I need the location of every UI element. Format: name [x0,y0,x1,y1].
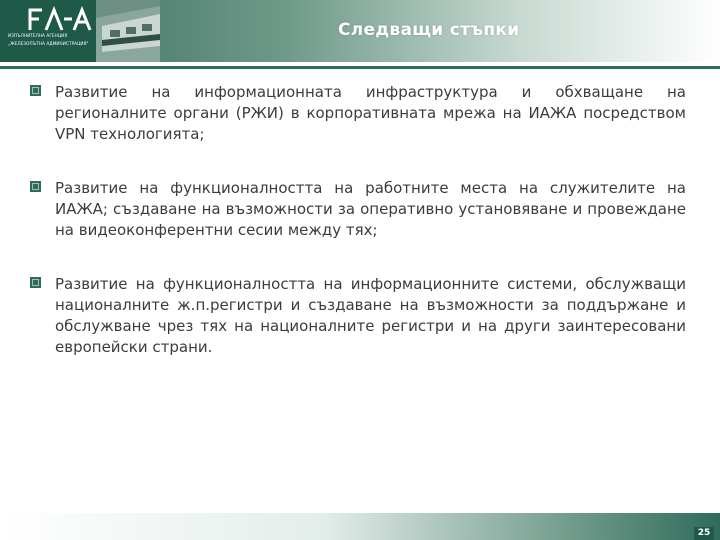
bullet-item [30,178,686,241]
logo-text-line1: ИЗПЪЛНИТЕЛНА АГЕНЦИЯ [8,34,68,39]
bullet-text: Развитие на функционалността на работните места на служителите на ИАЖА; създаване на възможности за оперативно установяване и провеждане на видеоконферентни сесии между тях; [55,179,686,239]
slide-title: Следващи стъпки [338,20,520,40]
bullet-item [30,274,686,358]
header-bar [0,0,720,62]
bullet-item [30,82,686,145]
header-divider [0,66,720,69]
bullet-text: Развитие на функционалността на информационните системи, обслужващи националните ж.п.регистри и създаване на възможности за поддържане и обслужване чрез тях на националните регистри и на други заинтересовани европейски страни. [55,275,686,356]
checkbox-bullet-icon [30,181,41,192]
checkbox-bullet-icon [30,85,41,96]
logo-text-line2: „ЖЕЛЕЗОПЪТНА АДМИНИСТРАЦИЯ" [8,42,89,47]
agency-logo [0,0,160,62]
train-photo [96,0,160,62]
checkbox-bullet-icon [30,277,41,288]
footer-bar [0,513,720,540]
agency-logo-mark [26,6,98,32]
page-number: 25 [694,527,714,540]
bullet-text: Развитие на информационната инфраструктура и обхващане на регионалните органи (РЖИ) в корпоративната мрежа на ИАЖА посредством VPN технологията; [55,83,686,143]
